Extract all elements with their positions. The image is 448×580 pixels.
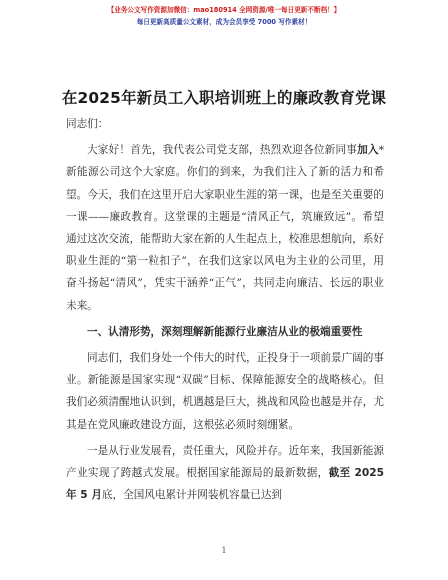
bold-text: 加入 [357, 144, 379, 157]
paragraph-opening [66, 139, 384, 317]
section-heading: 一、认清形势，深刻理解新能源行业廉洁从业的极端重要性 [87, 325, 363, 338]
paragraph-context: 同志们，我们身处一个伟大的时代，正投身于一项前景广阔的事业。新能源是国家实现“双碳”目标、保障能源安全的战略核心。但我们必须清醒地认识到，机遇越是巨大，挑战和风险也越是并存，尤其是在党风廉政建设方面，这根弦必须时刻绷紧。 [66, 352, 384, 431]
promo-banner [0, 4, 448, 28]
paragraph-text: 底，全国风电累计并网装机容量已达到 [101, 489, 283, 502]
promo-banner-line-2: 每日更新高质量公文素材，成为会员享受 7000 写作素材！ [136, 18, 312, 26]
promo-banner-line-1: 【业务公文写作资源加微信：mao180914 全网资源/唯一每日更新不断档！】 [107, 6, 341, 14]
paragraph-industry [66, 440, 384, 507]
paragraph-text: *新能源公司这个大家庭。你们的到来，为我们注入了新的活力和希望。今天，我们在这里开启大家职业生涯的第一课，也是至关重要的一课——廉政教育。这堂课的主题是“清风正气，筑廉致远”。希望通过这次交流，能帮助大家在新的人生起点上，校准思想航向，系好职业生涯的“第一粒扣子”，在我们这家以风电为主业的公司里，用奋斗扬起“清风”，凭实干涵养“正气”，共同走向廉洁、长远的职业未来。 [66, 144, 384, 312]
page-number: 1 [221, 546, 227, 555]
document-body [66, 113, 384, 506]
salutation: 同志们： [66, 118, 109, 130]
document-title: 在2025年新员工入职培训班上的廉政教育党课 [61, 89, 387, 107]
bold-text: 截至 2025 年 5 月 [66, 467, 384, 502]
paragraph-text: 大家好！首先，我代表公司党支部，热烈欢迎各位新同事 [87, 144, 358, 157]
paragraph-text: 一是从行业发展看，责任重大，风险并存。近年来，我国新能源产业实现了跨越式发展。根据国家能源局的最新数据， [66, 444, 384, 480]
